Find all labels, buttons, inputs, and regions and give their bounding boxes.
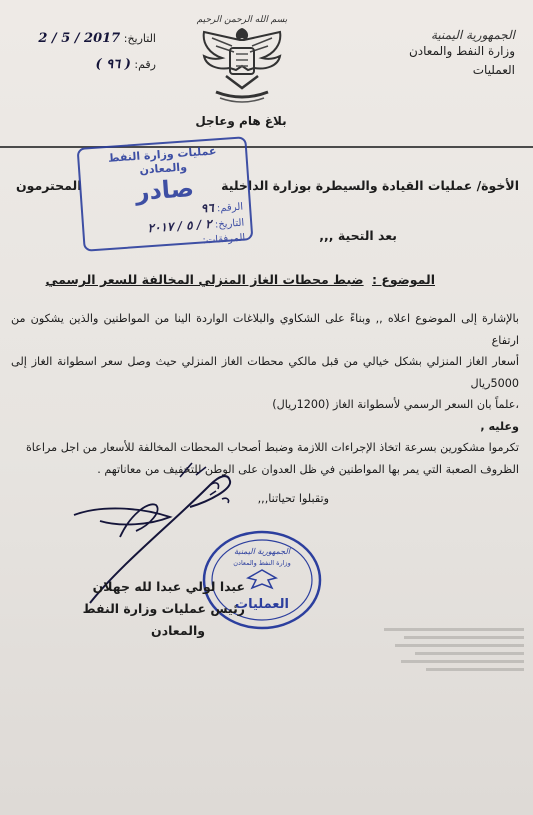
body-line-1: بالإشارة إلى الموضوع اعلاه ,, وبناءً على الشكاوي والبلاغات الواردة الينا من المواطنين والذين يشكون من ارتفاع	[11, 312, 519, 347]
emblem-inscription: بسم الله الرحمن الرحيم	[196, 15, 288, 25]
letterhead-right	[375, 28, 515, 80]
seal-bottom-text: العمليات	[235, 597, 289, 612]
honorific: المحترمون	[16, 178, 82, 193]
body-line-3: ،علماً بان السعر الرسمي لأسطوانة الغاز (1200ريال)	[272, 398, 519, 411]
stamp-title: عمليات وزارة النفط والمعادن	[107, 144, 217, 177]
addressee-line: الأخوة/ عمليات القيادة والسيطرة بوزارة الداخلية	[221, 178, 519, 193]
stamp-word: صادر	[134, 174, 195, 207]
stamp-date-label: التاريخ:	[214, 217, 245, 231]
outgoing-stamp	[77, 136, 254, 252]
reference-row	[6, 52, 156, 78]
signatory-name: عبدا لولي عبدا لله جهلان	[92, 579, 245, 594]
body-line-6: الظروف الصعبة التي يمر بها المواطنين في ظل العدوان على الوطن للتخفيف من معاناتهم .	[97, 462, 519, 476]
letterhead-left	[6, 26, 156, 78]
stamp-number-value: ٩٦	[200, 200, 215, 216]
date-value: 2017 / 5 / 2	[38, 31, 121, 46]
urgent-notice-caption: بلاغ هام وعاجل	[195, 114, 287, 128]
date-row	[6, 26, 156, 52]
seal-mid-text: وزارة النفط والمعادن	[233, 559, 291, 567]
faint-footer-print	[384, 628, 524, 676]
reference-value: ( ٩٦ )	[95, 57, 131, 72]
signatory-title: رئيس عمليات وزارة النفط	[82, 601, 245, 616]
subject-label: الموضوع :	[371, 272, 435, 287]
body-line-5: تكرموا مشكورين بسرعة اتخاذ الإجراءات اللازمة وضبط أصحاب المحطات المخالفة للأسعار من اجل مراعاة	[25, 441, 519, 454]
signature-block	[65, 576, 245, 642]
stamp-attachments-label: المرفقات:	[202, 232, 246, 247]
department-name: العمليات	[472, 63, 515, 77]
reference-label: رقم:	[134, 58, 156, 71]
signatory-title-cont: والمعادن	[151, 623, 205, 638]
seal-top-text: الجمهورية اليمنية	[233, 547, 291, 556]
body-line-2: أسعار الغاز المنزلي بشكل خيالي من قبل مالكي محطات الغاز المنزلي حيث وصل سعر اسطوانة الغاز إلى 5000ريال	[11, 355, 519, 390]
body-line-4: وعليه ,	[480, 419, 519, 433]
greeting: بعد التحية ,,,	[319, 228, 397, 243]
subject-line	[46, 272, 435, 287]
date-label: التاريخ:	[123, 32, 156, 45]
stamp-number-label: الرقم:	[216, 201, 244, 215]
ministry-name: وزارة النفط والمعادن	[408, 44, 515, 58]
republic-name: الجمهورية اليمنية	[430, 28, 515, 42]
closing-line: وتقبلوا تحياتنا,,,	[257, 492, 329, 505]
eagle-emblem-icon	[196, 10, 288, 110]
stamp-date-value: ٢ / ٥ / ٢٠١٧	[147, 216, 213, 236]
subject-text: ضبط محطات الغاز المنزلي المخالفة للسعر الرسمي	[45, 272, 364, 287]
